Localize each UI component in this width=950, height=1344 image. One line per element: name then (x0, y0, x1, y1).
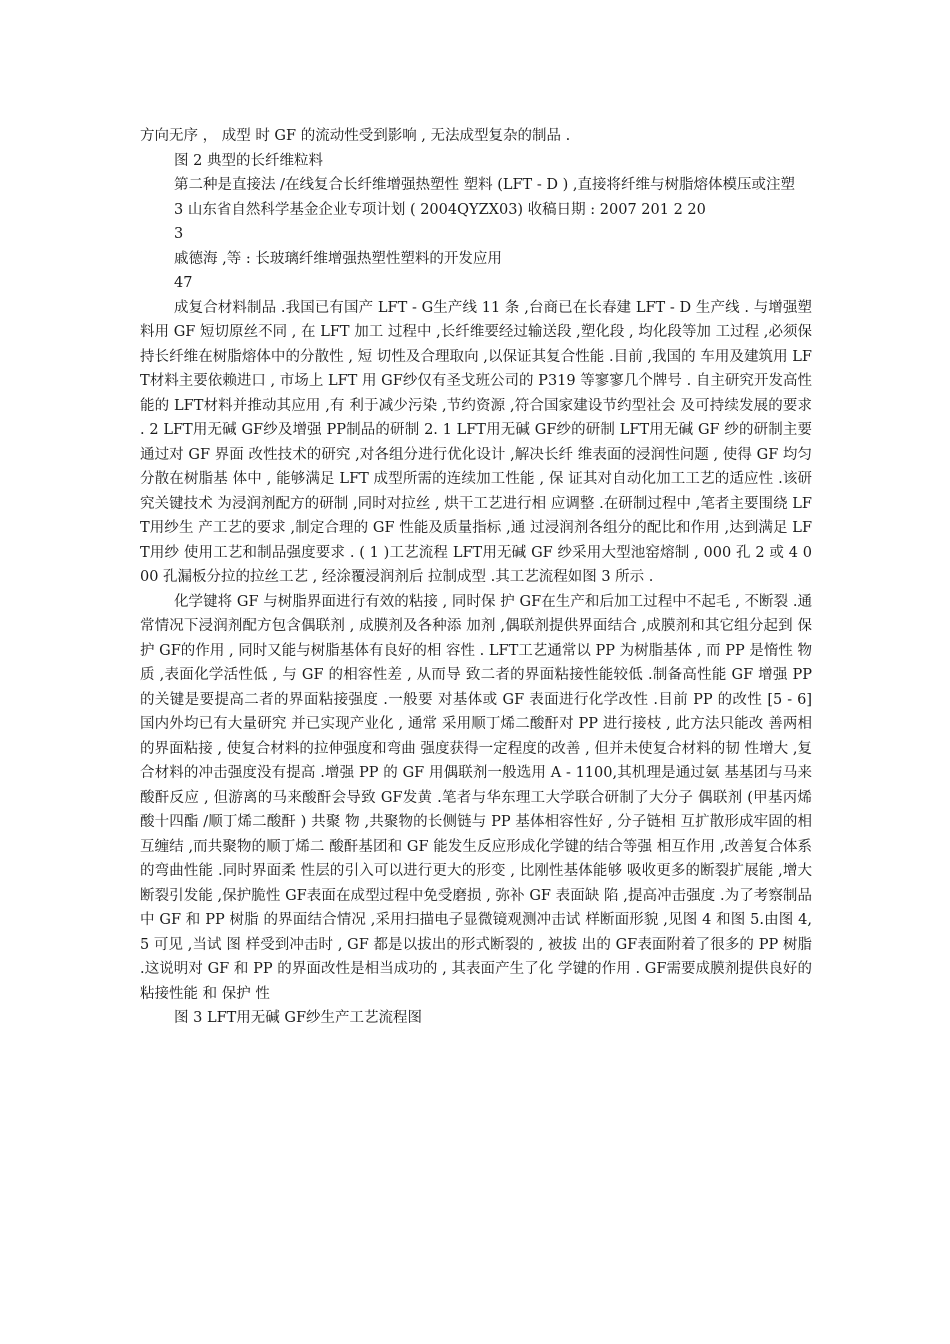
footnote-funding: 3 山东省自然科学基金企业专项计划 ( 2004QYZX03) 收稿日期 : 2007 201 2 20 (174, 201, 706, 218)
running-header: 戚德海 ,等 : 长玻璃纤维增强热塑性塑料的开发应用 (174, 250, 502, 267)
paragraph-lft-production: 成复合材料制品 .我国已有国产 LFT - G生产线 11 条 ,台商已在长春建 LFT - D 生产线 . 与增强塑料用 GF 短切原丝不同 , 在 LFT 加工 过程中 ,长纤维要经过输送段 ,塑化段 , 均化段等加 工过程 ,必须保持长纤维在树脂熔体中的分散性 , 短 切性及合理取向 ,以保证其复合性能 .目前 ,我国的 车用及建筑用 LFT材料主要依赖进口 , 市场上 LFT 用 GF纱仅有圣戈班公司的 P319 等寥寥几个牌号 . 自主研究开发高性能的 LFT材料并推动其应用 ,有 利于减少污染 ,节约资源 ,符合国家建设节约型社会 及可持续发展的要求 . 2 LFT用无碱 GF纱及增强 PP制品的研制 2. 1 LFT用无碱 GF纱的研制 LFT用无碱 GF 纱的研制主要通过对 GF 界面 改性技术的研究 ,对各组分进行优化设计 ,解决长纤 维表面的浸润性问题 , 使得 GF 均匀分散在树脂基 体中 , 能够满足 LFT 成型所需的连续加工性能 , 保 证其对自动化加工工艺的适应性 .该研究关键技术 为浸润剂配方的研制 ,同时对拉丝 , 烘干工艺进行相 应调整 .在研制过程中 ,笔者主要围绕 LFT用纱生 产工艺的要求 ,制定合理的 GF 性能及质量指标 ,通 过浸润剂各组分的配比和作用 ,达到满足 LFT用纱 使用工艺和制品强度要求 . ( 1 )工艺流程 LFT用无碱 GF 纱采用大型池窑熔制 , 000 孔 2 或 4 000 孔漏板分拉的拉丝工艺 , 经涂覆浸润剂后 拉制成型 .其工艺流程如图 3 所示 . (140, 299, 812, 585)
figure-3-caption: 图 3 LFT用无碱 GF纱生产工艺流程图 (174, 1010, 423, 1026)
paragraph-continuation: 方向无序 ， 成型 时 GF 的流动性受到影响 , 无法成型复杂的制品 . (140, 128, 571, 144)
page-number: 47 (174, 275, 193, 291)
figure-2-caption: 图 2 典型的长纤维粒料 (174, 152, 323, 169)
paragraph-chemical-bond: 化学键将 GF 与树脂界面进行有效的粘接 , 同时保 护 GF在生产和后加工过程中不起毛 , 不断裂 .通 常情况下浸润剂配方包含偶联剂 , 成膜剂及各种添 加剂 ,偶联剂提供界面结合 ,成膜剂和其它组分起到 保护 GF的作用 , 同时又能与树脂基体有良好的相 容性 . LFT工艺通常以 PP 为树脂基体 , 而 PP 是惰性 物质 ,表面化学活性低 , 与 GF 的相容性差 , 从而导 致二者的界面粘接性能较低 .制备高性能 GF 增强 PP的关键是要提高二者的界面粘接强度 .一般要 对基体或 GF 表面进行化学改性 .目前 PP 的改性 [5 - 6] 国内外均已有大量研究 并已实现产业化 , 通常 采用顺丁烯二酸酐对 PP 进行接枝 , 此方法只能改 善两相的界面粘接 , 使复合材料的拉伸强度和弯曲 强度获得一定程度的改善 , 但并未使复合材料的韧 性增大 ,复合材料的冲击强度没有提高 .增强 PP 的 GF 用偶联剂一般选用 A - 1100,其机理是通过氨 基基团与马来酸酐反应 , 但游离的马来酸酐会导致 GF发黄 .笔者与华东理工大学联合研制了大分子 偶联剂 (甲基丙烯酸十四酯 /顺丁烯二酸酐 ) 共聚 物 ,共聚物的长侧链与 PP 基体相容性好 , 分子链相 互扩散形成牢固的相互缠结 ,而共聚物的顺丁烯二 酸酐基团和 GF 能发生反应形成化学键的结合等强 相互作用 ,改善复合体系的弯曲性能 .同时界面柔 性层的引入可以进行更大的形变 , 比刚性基体能够 吸收更多的断裂扩展能 ,增大断裂引发能 ,保护脆性 GF表面在成型过程中免受磨损 , 弥补 GF 表面缺 陷 ,提高冲击强度 .为了考察制品中 GF 和 PP 树脂 的界面结合情况 ,采用扫描电子显微镜观测冲击试 样断面形貌 ,见图 4 和图 5.由图 4, 5 可见 ,当试 图 样受到冲击时 , GF 都是以拔出的形式断裂的 , 被拔 出的 GF表面附着了很多的 PP 树脂 .这说明对 GF 和 PP 的界面改性是相当成功的 , 其表面产生了化 学键的作用 . GF需要成膜剂提供良好的粘接性能 和 保护 性 (140, 593, 812, 1002)
paragraph-direct-method: 第二种是直接法 /在线复合长纤维增强热塑性 塑料 (LFT - D ) ,直接将纤维与树脂熔体模压或注塑 (174, 177, 795, 193)
footnote-mark: 3 (174, 226, 184, 242)
document-page (140, 124, 812, 1031)
